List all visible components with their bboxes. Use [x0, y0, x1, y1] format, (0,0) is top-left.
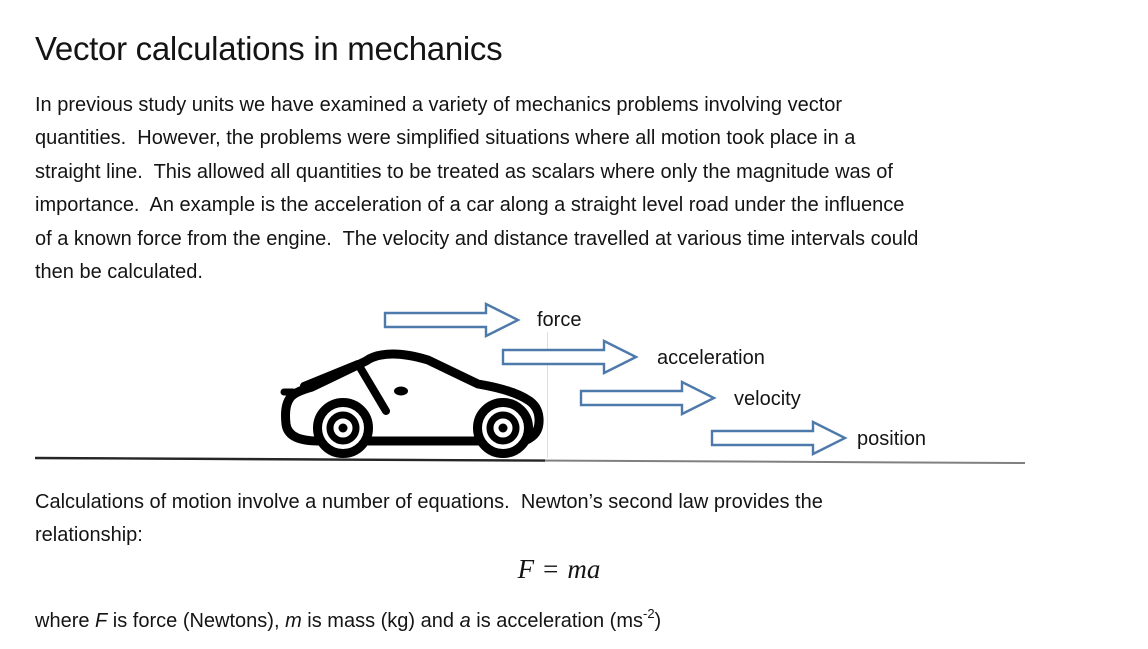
force-label: force — [537, 309, 582, 331]
exponent-superscript: -2 — [642, 606, 655, 622]
body-paragraph — [35, 486, 823, 553]
footnote-text: is mass (kg) and — [301, 610, 460, 632]
paragraph-line: straight line. This allowed all quantities to be treated as scalars where only the magnitude was of — [35, 160, 893, 183]
intro-paragraph — [35, 89, 918, 289]
footnote-text: is force (Newtons), — [107, 610, 286, 632]
velocity-label: velocity — [734, 388, 801, 410]
paragraph-line: quantities. However, the problems were simplified situations where all motion took place in a — [35, 127, 856, 150]
paragraph-line: importance. An example is the acceleration of a car along a straight level road under the influence — [35, 194, 905, 217]
variable-definitions — [35, 605, 661, 638]
newtons-second-law-equation — [0, 552, 1118, 586]
force-arrow-icon — [383, 302, 521, 338]
equation-rhs: ma — [567, 554, 601, 584]
paragraph-line: of a known force from the engine. The velocity and distance travelled at various time intervals could — [35, 227, 919, 250]
footnote-text: where — [35, 610, 96, 632]
variable-a: a — [459, 610, 471, 632]
footnote-text: is acceleration (ms — [470, 610, 643, 632]
equation-lhs: F — [517, 554, 535, 584]
paragraph-line: relationship: — [35, 524, 143, 547]
car-door-handle — [394, 387, 408, 396]
variable-m: m — [285, 610, 302, 632]
velocity-arrow-icon — [579, 380, 717, 416]
acceleration-arrow-icon — [501, 339, 639, 375]
page-title: Vector calculations in mechanics — [35, 30, 503, 67]
paragraph-line: then be calculated. — [35, 261, 203, 284]
ground-line — [30, 450, 1035, 470]
paragraph-line: In previous study units we have examined a variety of mechanics problems involving vector — [35, 94, 843, 116]
acceleration-label: acceleration — [657, 347, 765, 369]
rear-wheel — [318, 403, 369, 454]
front-wheel — [478, 403, 529, 454]
footnote-text: ) — [654, 610, 662, 632]
paragraph-line: Calculations of motion involve a number of equations. Newton’s second law provides the — [35, 491, 823, 513]
position-label: position — [857, 428, 926, 450]
equation-operator: = — [543, 554, 559, 584]
variable-F: F — [95, 610, 108, 632]
